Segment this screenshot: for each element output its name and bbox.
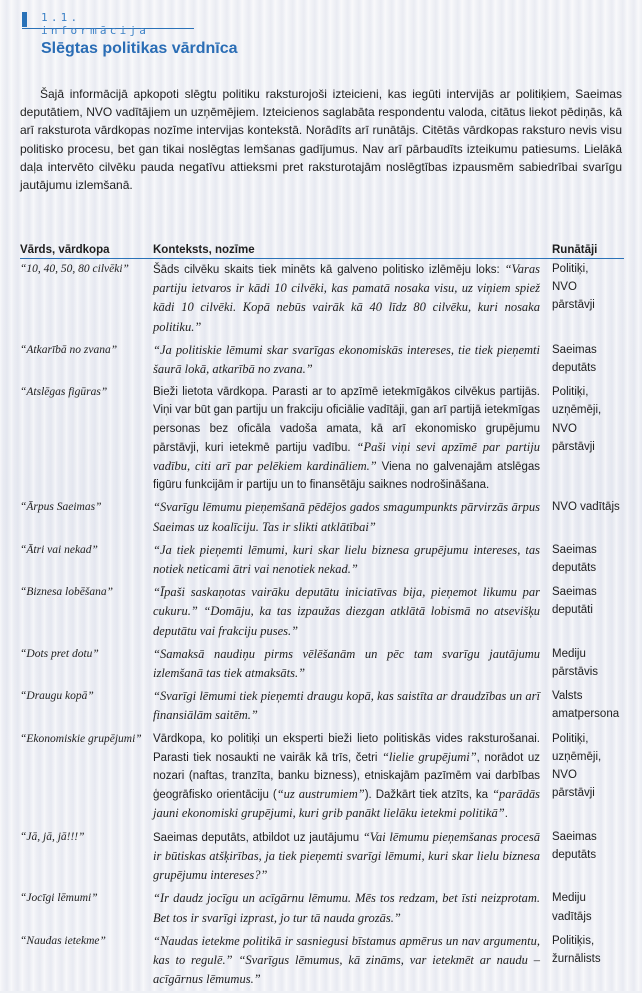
speaker-line: pārstāvji [552,438,624,456]
context-text: , norādot uz nozari (naftas, tranzīta, banku bizness), etniskajām pazīmēm vai darbības ģeogrāfisko orientāciju ( [153,752,540,801]
context-cell [153,259,550,341]
context-text: Vārdkopa, ko politiķi un eksperti bieži lieto politiskās vides raksturošanai. Parasti tiek nosaukti ne vairāk kā trīs, četri [153,733,540,764]
quote-text: “uz austrumiem” [277,787,365,801]
speakers-cell [550,583,624,645]
glossary-header-row [20,240,624,259]
speaker-line: Mediju [552,645,624,663]
table-row [20,541,624,583]
term-cell: “Biznesa lobēšana” [20,583,153,645]
speaker-line: deputāts [552,559,624,577]
speaker-line: Politiķi, [552,260,624,278]
speaker-line: Politiķi, [552,383,624,401]
speakers-cell [550,341,624,383]
section-tag-bar [22,12,27,27]
section-tag [22,8,194,29]
speaker-line: Saeimas [552,341,624,359]
speakers-cell [550,730,624,828]
term-cell: “Ārpus Saeimas” [20,498,153,540]
table-row [20,383,624,498]
context-cell [153,645,550,687]
speaker-line: Valsts [552,687,624,705]
context-cell [153,687,550,729]
speakers-cell [550,259,624,341]
speaker-line: amatpersona [552,705,624,723]
table-row [20,498,624,540]
speaker-line: deputāts [552,846,624,864]
speakers-cell [550,541,624,583]
term-cell: “Atkarībā no zvana” [20,341,153,383]
quote-text: “Svarīgi lēmumi tiek pieņemti draugu kopā, kas saistīta ar draudzības un arī finansiālām saitēm.” [153,689,540,722]
context-cell [153,498,550,540]
speaker-line: deputāti [552,601,624,619]
speakers-cell [550,889,624,931]
quote-text: “Īpaši saskaņotas vairāku deputātu iniciatīvas bija, pieņemot likumu par cukuru.” “Domāju, ka tas izpaužas diezgan atklātā lobismā no atsevišķu deputātu vai frakciju puses.” [153,585,540,637]
context-cell [153,341,550,383]
speaker-line: Politiķi, [552,730,624,748]
term-cell: “Jā, jā, jā!!!” [20,828,153,890]
speaker-line: pārstāvji [552,296,624,314]
term-cell: “Ekonomiskie grupējumi” [20,730,153,828]
quote-text: “Varas partiju ietvaros ir kādi 10 cilvēki, kas pamatā nosaka visu, uz viņiem spiež kādi 10 cilvēki. Kopā nebūs vairāk kā 40 līdz 80 cilvēku, kuri nosaka politiku.” [153,262,540,334]
quote-text: “Ir daudz jocīgu un acīgārnu lēmumu. Mēs tos redzam, bet īsti neizprotam. Bet tos ir svarīgi izprast, jo tur tā nauda grozās.” [153,891,540,924]
quote-text: “Paši viņi sevi apzīmē par partiju vadību, citi arī par pelēkiem kardināliem.” [153,440,540,473]
term-cell: “10, 40, 50, 80 cilvēki” [20,259,153,341]
quote-text: “Ja politiskie lēmumi skar svarīgas ekonomiskās intereses, tie tiek pieņemti šaurā lokā, atkarībā no zvana.” [153,343,540,376]
table-row [20,932,624,993]
header-term: Vārds, vārdkopa [20,240,153,259]
speaker-line: Politiķis, [552,932,624,950]
header-speakers: Runātāji [550,240,624,259]
speaker-line: NVO [552,766,624,784]
speakers-cell [550,828,624,890]
quote-text: “Svarīgu lēmumu pieņemšanā pēdējos gados smagumpunkts pārvirzās ārpus Saeimas uz koalīciju. Tas ir slikti atklātībai” [153,500,540,533]
speakers-cell [550,932,624,993]
table-row [20,889,624,931]
speaker-line: NVO [552,420,624,438]
speaker-line: Saeimas [552,828,624,846]
speaker-line: NVO [552,278,624,296]
quote-text: “Samaksā naudiņu pirms vēlēšanām un pēc tam svarīgu jautājumu izlemšanā tas tiek atmaksāts.” [153,647,540,680]
term-cell: “Naudas ietekme” [20,932,153,993]
table-row [20,259,624,341]
context-text: . [505,808,508,820]
term-cell: “Draugu kopā” [20,687,153,729]
quote-text: “Ja tiek pieņemti lēmumi, kuri skar lielu biznesa grupējumu intereses, tas notiek neticami ātri vai nenotiek nekad.” [153,543,540,576]
table-row [20,828,624,890]
table-row [20,583,624,645]
speaker-line: Saeimas [552,541,624,559]
speaker-line: Saeimas [552,583,624,601]
context-cell [153,541,550,583]
context-text: Saeimas deputāts, atbildot uz jautājumu [153,832,363,844]
speaker-line: vadītājs [552,908,624,926]
speaker-line: uzņēmēji, [552,401,624,419]
context-cell [153,932,550,993]
speaker-line: Mediju [552,889,624,907]
quote-text: “lielie grupējumi” [382,750,477,764]
page-title: Slēgtas politikas vārdnīca [41,40,238,58]
speaker-line: žurnālists [552,950,624,968]
table-row [20,645,624,687]
context-text: ). Dažkārt tiek atzīts, ka [365,789,492,801]
term-cell: “Jocīgi lēmumi” [20,889,153,931]
table-row [20,341,624,383]
context-cell [153,583,550,645]
speakers-cell [550,687,624,729]
context-text: Viena no galvenajām atslēgas figūru funkcijām ir partiju un to finansētāju saiknes nodrošināšana. [153,461,540,491]
context-text: Bieži lietota vārdkopa. Parasti ar to apzīmē ietekmīgākos cilvēkus partijās. Viņi var būt gan partiju un frakciju oficiālie vadītāji, gan arī partijā ietekmīgas personas bez oficāla vadoša amata, kā arī ekonomisko grupējumu pārstāvji, kuri ietekmē partiju vadību. [153,386,540,454]
table-row [20,687,624,729]
quote-text: “Naudas ietekme politikā ir sasniegusi bīstamus apmērus un nav argumentu, kas to regulē.” “Svarīgus lēmumus, kā zināms, var ietekmēt ar naudu – acīgārnus lēmumus.” [153,934,540,986]
speaker-line: pārstāvis [552,663,624,681]
term-cell: “Ātri vai nekad” [20,541,153,583]
quote-text: “parādās jauni ekonomiski grupējumi, kuri grib panākt lielāku ietekmi politikā” [153,787,540,820]
speaker-line: deputāts [552,359,624,377]
speakers-cell [550,645,624,687]
speakers-cell [550,383,624,498]
term-cell: “Dots pret dotu” [20,645,153,687]
glossary-body [20,259,624,993]
table-row [20,730,624,828]
term-cell: “Atslēgas figūras” [20,383,153,498]
intro-paragraph: Šajā informācijā apkopoti slēgtu politiku raksturojoši izteicieni, kas iegūti intervijās ar politiķiem, Saeimas deputātiem, NVO vadītājiem un uzņēmējiem. Izteicienos saglabāta respondentu valoda, citātus liekot pēdiņās, kā arī raksturota vārdkopas nozīme intervijas kontekstā. Norādīts arī runātājs. Citētās vārdkopas raksturo nevis visu politisko procesu, bet gan tikai noslēgtas lemšanas gadījumus. Nav arī pārbaudīts izteikumu patiesums. Lielākā daļa intervēto cilvēku pauda negatīvu attieksmi pret raksturotajām noslēgtības izpausmēm sabiedrībai svarīgu jautājumu izlemšanā. [20,85,622,194]
context-cell [153,730,550,828]
section-tag-label: 1.1. informācija [41,11,194,37]
speaker-line: uzņēmēji, [552,748,624,766]
speaker-line: NVO vadītājs [552,498,624,516]
context-cell [153,383,550,498]
context-text: Šāds cilvēku skaits tiek minēts kā galveno politisko izlēmēju loks: [153,264,505,276]
context-cell [153,889,550,931]
header-context: Konteksts, nozīme [153,240,550,259]
context-cell [153,828,550,890]
speaker-line: pārstāvji [552,784,624,802]
speakers-cell [550,498,624,540]
glossary-table [20,240,624,993]
quote-text: “Vai lēmumu pieņemšanas procesā ir būtiskas atšķirības, ja tiek pieņemti svarīgi lēmumi, kuri skar lielu biznesa grupējumu intereses?” [153,830,540,882]
